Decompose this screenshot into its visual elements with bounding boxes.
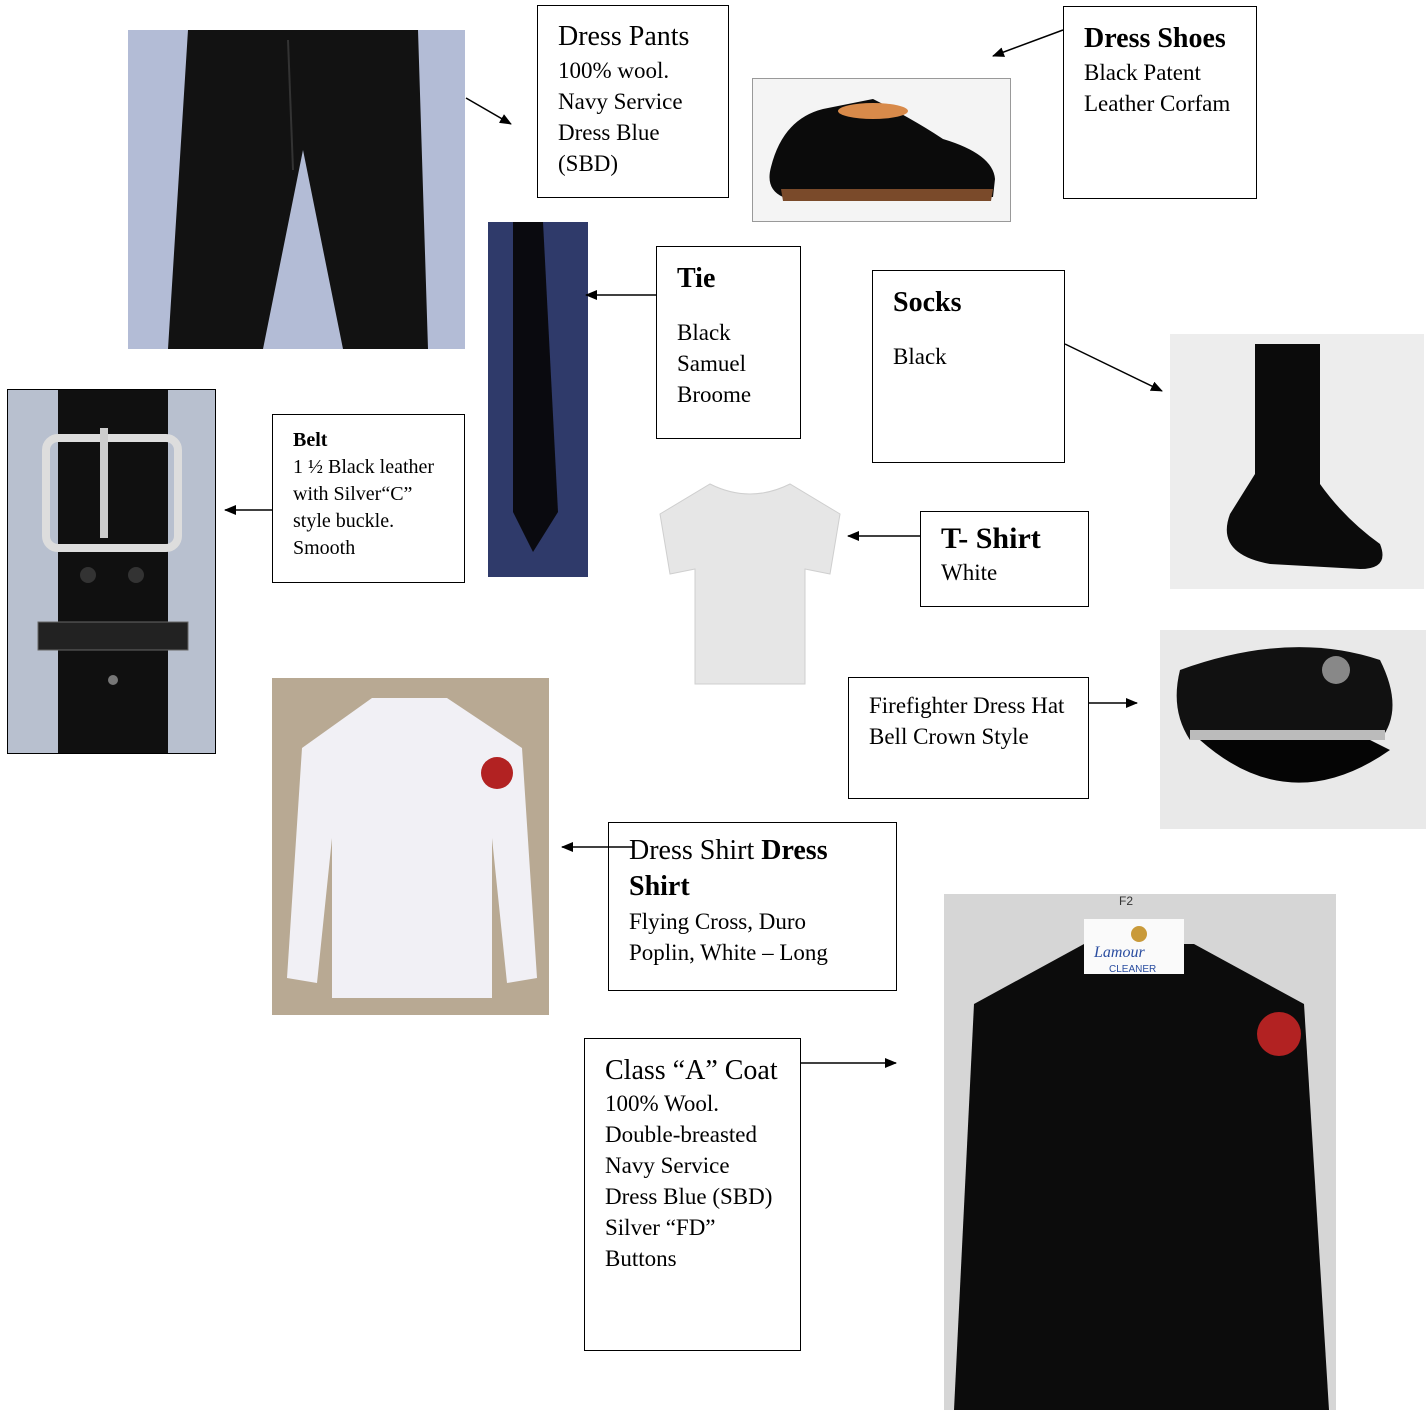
belt-desc: 1 ½ Black leather with Silver“C” style buckle. Smooth	[293, 456, 435, 559]
hat-desc: Firefighter Dress Hat Bell Crown Style	[869, 693, 1065, 750]
shoes-title: Dress Shoes	[1084, 23, 1226, 54]
socks-desc: Black	[893, 344, 947, 370]
arrow-pants	[466, 98, 511, 124]
tshirt-title: T- Shirt	[941, 522, 1041, 555]
dress-shirt-title-plain: Dress Shirt	[629, 835, 755, 866]
tie-photo	[488, 222, 588, 577]
dress-shirt-title-bold: Dress Shirt	[629, 835, 828, 903]
coat-desc: 100% Wool. Double-breasted Navy Service Dress Blue (SBD) Silver “FD” Buttons	[605, 1091, 773, 1272]
coat-title: Class “A” Coat	[605, 1055, 778, 1086]
belt-label-box	[272, 414, 465, 583]
tshirt-photo	[655, 474, 845, 696]
coat-photo	[944, 894, 1336, 1410]
socks-label-box	[872, 270, 1065, 463]
dress-shirt-title	[629, 833, 876, 906]
socks-title: Socks	[893, 287, 962, 318]
hat-label-box	[848, 677, 1089, 799]
tie-title: Tie	[677, 263, 716, 294]
cleaner-word: CLEANER	[1109, 964, 1157, 975]
arrow-shoes	[993, 30, 1063, 56]
pants-label-box	[537, 5, 729, 198]
tie-label-box	[656, 246, 801, 439]
coat-hanger-tag: F2	[1119, 894, 1134, 908]
tshirt-label-box	[920, 511, 1089, 607]
pants-title: Dress Pants	[558, 21, 690, 52]
belt-photo	[7, 389, 216, 754]
dress-shirt-photo	[272, 678, 549, 1015]
shoes-label-box	[1063, 6, 1257, 199]
shoes-photo	[752, 78, 1011, 222]
belt-title: Belt	[293, 429, 328, 451]
tshirt-desc: White	[941, 559, 998, 585]
socks-photo	[1170, 334, 1424, 589]
pants-photo	[128, 30, 465, 349]
shoes-desc: Black Patent Leather Corfam	[1084, 60, 1231, 117]
tie-desc: Black Samuel Broome	[677, 320, 752, 408]
dress-shirt-desc: Flying Cross, Duro Poplin, White – Long	[629, 908, 828, 965]
pants-desc: 100% wool. Navy Service Dress Blue (SBD)	[558, 57, 683, 176]
hat-photo	[1160, 630, 1426, 829]
cleaner-name: Lamour	[1094, 944, 1145, 961]
arrow-socks	[1065, 344, 1162, 391]
dress-shirt-label-box	[608, 822, 897, 991]
coat-label-box	[584, 1038, 801, 1351]
